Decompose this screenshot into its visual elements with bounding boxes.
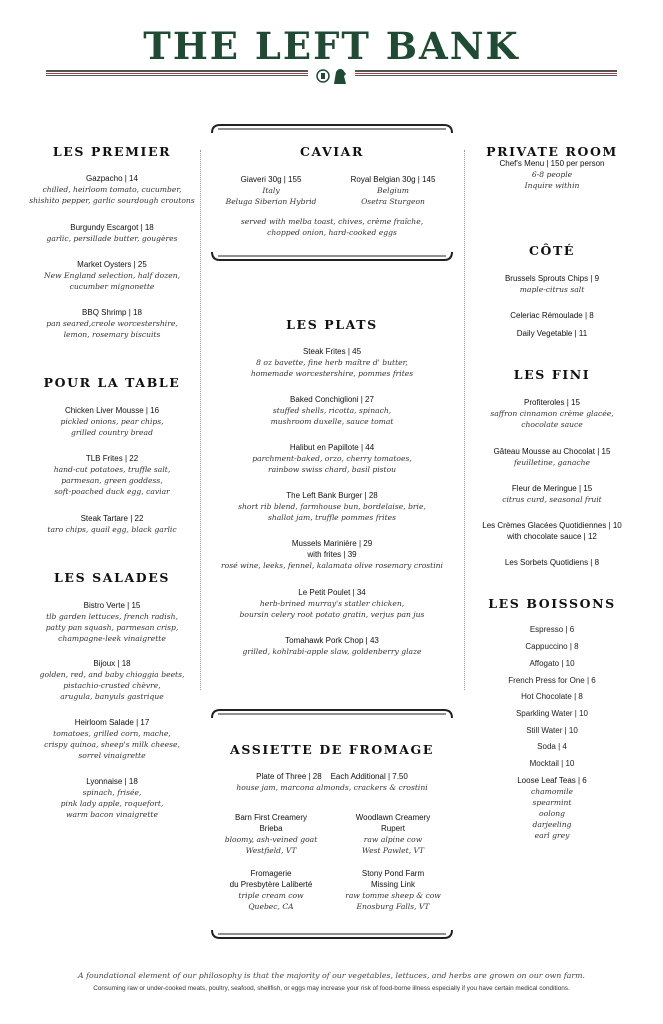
header-rule-right [355,70,617,76]
frame-top-fromage [210,708,454,720]
section-title-fromage: ASSIETTE DE FROMAGE [230,742,434,757]
drink-item: Affogato | 10 [529,659,575,668]
frame-top-caviar [210,123,454,135]
section-title-fini: LES FINI [513,367,591,382]
cheese-item: Woodlawn Creamery Rupert raw alpine cow West Pawlet, VT [355,813,431,855]
drink-item: Still Water | 10 [526,726,578,735]
column-divider-left [200,150,201,690]
menu-item: Gazpacho | 14 chilled, heirloom tomato, cucumber, shishito pepper, garlic sourdough croutons [29,174,195,205]
menu-item: Halibut en Papillote | 44 parchment-baked, orzo, cherry tomatoes, rainbow swiss chard, basil pistou [252,443,412,474]
menu-item: Baked Conchiglioni | 27 stuffed shells, ricotta, spinach, mushroom duxelle, sauce tomat [270,395,394,426]
section-title-salades: LES SALADES [54,570,170,585]
menu-item: Lyonnaise | 18 spinach, frisée, pink lady apple, roquefort, warm bacon vinaigrette [60,777,164,819]
menu-item: Profiteroles | 15 saffron cinnamon crème glacée, chocolate sauce [490,398,614,429]
frame-bottom-fromage [210,928,454,940]
menu-item: TLB Frites | 22 hand-cut potatoes, truffle salt, parmesan, green goddess, soft-poached duck egg, caviar [53,454,171,496]
drink-item: Soda | 4 [537,742,567,751]
menu-item: Les Crèmes Glacées Quotidiennes | 10 with chocolate sauce | 12 [482,521,622,541]
drink-item: Loose Leaf Teas | 6 chamomile spearmint oolong darjeeling earl grey [517,776,587,840]
section-title-premier: LES PREMIER [52,144,172,159]
drink-item: Hot Chocolate | 8 [521,692,583,701]
drink-item: Espresso | 6 [529,625,575,634]
menu-item: BBQ Shrimp | 18 pan seared,creole worcestershire, lemon, rosemary biscuits [46,308,178,339]
header-rule-left [46,70,308,76]
cheese-item: Stony Pond Farm Missing Link raw tomme sheep & cow Enosburg Falls, VT [345,869,441,911]
section-title-pour-la-table: POUR LA TABLE [43,375,181,390]
menu-item: Mussels Marinière | 29 with frites | 39 rosé wine, leeks, fennel, kalamata olive rosemary crostini [221,539,443,570]
menu-item: Tomahawk Pork Chop | 43 grilled, kohlrabi-apple slaw, goldenberry glaze [242,636,422,656]
section-title-plats: LES PLATS [286,317,378,332]
private-room-info: Chef's Menu | 150 per person 6-8 people Inquire within [499,159,605,190]
section-title-cote: CÔTÉ [528,243,576,258]
menu-item: Fleur de Meringue | 15 citrus curd, seasonal fruit [502,484,602,504]
drink-item: Mocktail | 10 [529,759,575,768]
menu-item: Bijoux | 18 golden, red, and baby chioggia beets, pistachio-crusted chèvre, arugula, banyuls gastrique [39,659,185,701]
section-title-caviar: CAVIAR [300,144,364,159]
menu-item: Celeriac Rémoulade | 8 [510,311,594,320]
menu-item: Gâteau Mousse au Chocolat | 15 feuilletine, ganache [493,447,611,467]
frame-bottom-caviar [210,250,454,262]
fromage-pricing: Plate of Three | 28 Each Additional | 7.50 house jam, marcona almonds, crackers & crostini [236,772,428,792]
menu-item: Steak Tartare | 22 taro chips, quail egg, black garlic [47,514,177,534]
section-title-boissons: LES BOISSONS [488,596,616,611]
drink-item: Sparkling Water | 10 [515,709,589,718]
caviar-note: served with melba toast, chives, crème fraîche, chopped onion, hard-cooked eggs [240,217,424,237]
menu-item: Brussels Sprouts Chips | 9 maple-citrus salt [504,274,600,294]
menu-item: Chicken Liver Mousse | 16 pickled onions, pear chips, grilled country bread [60,406,164,437]
restaurant-title: THE LEFT BANK [143,24,520,68]
footer-health-warning: Consuming raw or under-cooked meats, poultry, seafood, shellfish, or eggs may increase your risk of food-borne illness especially if you have certain medical conditions. [93,985,570,992]
caviar-item: Royal Belgian 30g | 145 Belgium Osetra Sturgeon [350,175,436,206]
menu-item: The Left Bank Burger | 28 short rib blend, farmhouse bun, bordelaise, brie, shallot jam, truffle pommes frites [238,491,426,522]
cheese-item: Barn First Creamery Brieba bloomy, ash-veined goat Westfield, VT [224,813,318,855]
menu-item: Heirloom Salade | 17 tomatoes, grilled corn, mache, crispy quinoa, sheep's milk cheese, sorrel vinaigrette [44,718,180,760]
menu-item: Le Petit Poulet | 34 herb-brined murray's statler chicken, boursin celery root potato gratin, verjus pan jus [239,588,425,619]
menu-item: Bistro Verte | 15 tlb garden lettuces, french radish, patty pan squash, parmesan crisp, champagne-leek vinaigrette [45,601,179,643]
footer-philosophy: A foundational element of our philosophy is that the majority of our vegetables, lettuces, and herbs are grown on our own farm. [78,971,585,980]
menu-item: Steak Frites | 45 8 oz bavette, fine herb maître d' butter, homemade worcestershire, pommes frites [250,347,414,378]
lion-crest-icon [312,64,352,86]
menu-item: Daily Vegetable | 11 [516,329,588,338]
menu-item: Burgundy Escargot | 18 garlic, persillade butter, gougères [46,223,178,243]
menu-item: Market Oysters | 25 New England selection, half dozen, cucumber mignonette [43,260,181,291]
cheese-item: Fromagerie du Presbytère Laliberté triple cream cow Quebec, CA [229,869,313,911]
caviar-item: Giaveri 30g | 155 Italy Beluga Siberian Hybrid [225,175,317,206]
drink-item: French Press for One | 6 [508,676,596,685]
column-divider-right [464,150,465,690]
menu-item: Les Sorbets Quotidiens | 8 [504,558,600,567]
drink-item: Cappuccino | 8 [525,642,579,651]
section-title-private-room: PRIVATE ROOM [486,144,618,159]
